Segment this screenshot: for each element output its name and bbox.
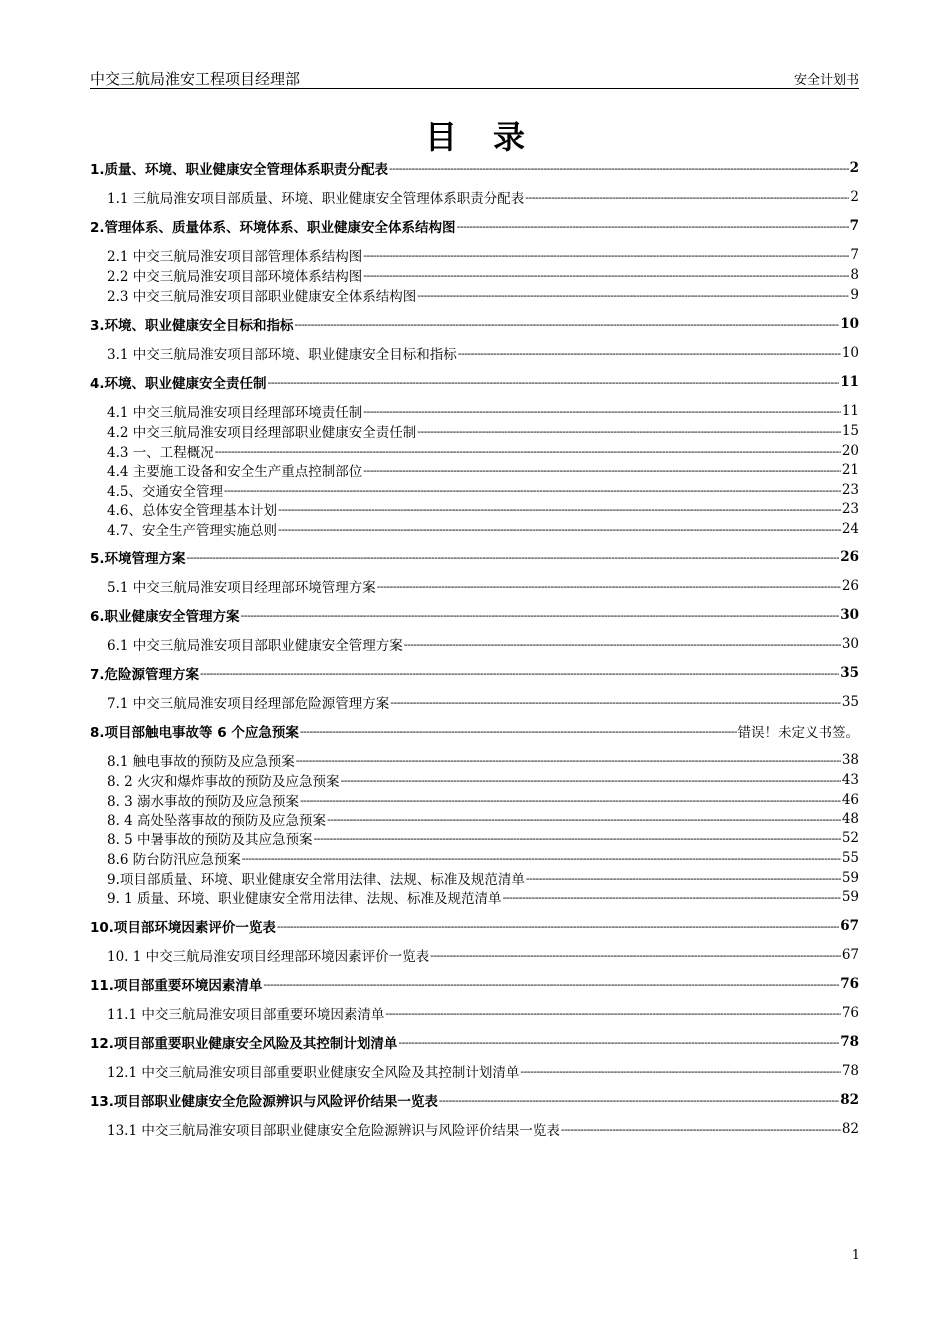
toc-entry-level1[interactable] — [90, 314, 859, 334]
toc-entry-page: 11 — [841, 403, 859, 419]
toc-entry-page: 15 — [841, 423, 859, 439]
toc-entry-page: 76 — [840, 976, 859, 992]
toc-leader-dashes — [458, 347, 841, 360]
toc-entry-title: 9.项目部质量、环境、职业健康安全常用法律、法规、标准及规范清单 — [107, 872, 525, 888]
toc-leader-dashes — [417, 289, 849, 302]
toc-leader-dashes — [278, 523, 841, 536]
toc-leader-dashes — [314, 832, 841, 845]
toc-entry-level1[interactable] — [90, 1090, 859, 1110]
toc-leader-dashes — [377, 580, 841, 593]
toc-entry-level2[interactable] — [90, 421, 859, 441]
toc-entry-level1[interactable] — [90, 663, 859, 683]
toc-entry-level2[interactable] — [90, 1061, 859, 1081]
toc-entry-title: 9. 1 质量、环境、职业健康安全常用法律、法规、标准及规范清单 — [107, 891, 502, 907]
toc-entry-title: 8. 3 溺水事故的预防及应急预案 — [107, 794, 300, 810]
toc-entry-page: 9 — [850, 287, 859, 303]
toc-leader-dashes — [327, 813, 841, 826]
toc-entry-title: 5.1 中交三航局淮安项目经理部环境管理方案 — [107, 580, 376, 596]
toc-entry-page: 59 — [841, 870, 859, 886]
toc-entry-level2[interactable] — [90, 750, 859, 770]
toc-entry-title: 6.职业健康安全管理方案 — [90, 609, 240, 625]
toc-entry-title: 3.环境、职业健康安全目标和指标 — [90, 318, 294, 334]
toc-entry-title: 12.项目部重要职业健康安全风险及其控制计划清单 — [90, 1036, 398, 1052]
toc-entry-title: 4.3 一、工程概况 — [107, 445, 214, 461]
toc-entry-page: 7 — [850, 247, 859, 263]
toc-entry-level2[interactable] — [90, 343, 859, 363]
toc-entry-title: 8.6 防台防汛应急预案 — [107, 852, 241, 868]
toc-entry-page: 48 — [841, 811, 859, 827]
toc-entry-page: 10 — [841, 345, 859, 361]
toc-leader-dashes — [363, 249, 849, 262]
toc-entry-level2[interactable] — [90, 945, 859, 965]
toc-entry-page: 26 — [841, 578, 859, 594]
toc-leader-dashes — [430, 949, 841, 962]
toc-entry-level2[interactable] — [90, 1119, 859, 1139]
toc-entry-title: 2.1 中交三航局淮安项目部管理体系结构图 — [107, 249, 363, 265]
toc-entry-title: 13.1 中交三航局淮安项目部职业健康安全危险源辨识与风险评价结果一览表 — [107, 1123, 560, 1139]
toc-leader-dashes — [300, 725, 737, 738]
toc-entry-page: 78 — [840, 1034, 859, 1050]
toc-entry-level2[interactable] — [90, 480, 859, 500]
page-header — [90, 68, 859, 89]
toc-entry-page: 52 — [841, 830, 859, 846]
toc-title: 目录 — [424, 118, 561, 156]
toc-entry-page: 8 — [850, 267, 859, 283]
toc-entry-title: 3.1 中交三航局淮安项目部环境、职业健康安全目标和指标 — [107, 347, 457, 363]
toc-leader-dashes — [525, 191, 849, 204]
toc-entry-title: 8. 5 中暑事故的预防及其应急预案 — [107, 832, 313, 848]
toc-entry-level2[interactable] — [90, 809, 859, 829]
toc-entry-title: 8.1 触电事故的预防及应急预案 — [107, 754, 295, 770]
toc-entry-page: 30 — [841, 636, 859, 652]
toc-entry-level1[interactable] — [90, 216, 859, 236]
toc-leader-dashes — [390, 696, 841, 709]
toc-entry-level1[interactable] — [90, 1032, 859, 1052]
toc-leader-dashes — [224, 484, 841, 497]
toc-leader-dashes — [385, 1007, 840, 1020]
toc-leader-dashes — [296, 754, 841, 767]
toc-leader-dashes — [215, 445, 841, 458]
toc-entry-level2[interactable] — [90, 770, 859, 790]
toc-entry-page: 20 — [841, 443, 859, 459]
toc-entry-title: 8. 4 高处坠落事故的预防及应急预案 — [107, 813, 327, 829]
toc-entry-page: 55 — [841, 850, 859, 866]
toc-entry-page: 46 — [841, 792, 859, 808]
toc-entry-title: 1.1 三航局淮安项目部质量、环境、职业健康安全管理体系职责分配表 — [107, 191, 525, 207]
toc-entry-page: 35 — [841, 694, 859, 710]
toc-entry-title: 8.项目部触电事故等 6 个应急预案 — [90, 725, 299, 741]
toc-entry-level2[interactable] — [90, 848, 859, 868]
toc-leader-dashes — [457, 220, 849, 233]
toc-entry-title: 4.6、总体安全管理基本计划 — [107, 503, 277, 519]
toc-leader-dashes — [341, 774, 841, 787]
toc-entry-page: 59 — [841, 889, 859, 905]
toc-entry-title: 2.管理体系、质量体系、环境体系、职业健康安全体系结构图 — [90, 220, 456, 236]
toc-entry-level2[interactable] — [90, 868, 859, 888]
toc-entry-level2[interactable] — [90, 1003, 859, 1023]
toc-entry-level1[interactable] — [90, 974, 859, 994]
toc-entry-title: 7.1 中交三航局淮安项目经理部危险源管理方案 — [107, 696, 390, 712]
toc-leader-dashes — [242, 852, 841, 865]
toc-entry-title: 4.7、安全生产管理实施总则 — [107, 523, 277, 539]
toc-entry-level1[interactable] — [90, 916, 859, 936]
toc-entry-title: 4.1 中交三航局淮安项目经理部环境责任制 — [107, 405, 363, 421]
toc-entry-page: 21 — [841, 462, 859, 478]
toc-leader-dashes — [268, 376, 840, 389]
toc-entry-title: 4.5、交通安全管理 — [107, 484, 223, 500]
toc-entry-page: 错误！未定义书签。 — [737, 725, 859, 741]
toc-leader-dashes — [503, 891, 841, 904]
toc-entry-page: 76 — [841, 1005, 859, 1021]
toc-entry-page: 78 — [841, 1063, 859, 1079]
toc-entry-level2[interactable] — [90, 887, 859, 907]
toc-leader-dashes — [295, 318, 840, 331]
toc-leader-dashes — [187, 551, 840, 564]
toc-entry-title: 8. 2 火灾和爆炸事故的预防及应急预案 — [107, 774, 340, 790]
toc-entry-page: 23 — [841, 501, 859, 517]
toc-leader-dashes — [363, 405, 841, 418]
toc-leader-dashes — [278, 503, 841, 516]
toc-leader-dashes — [241, 609, 840, 622]
toc-entry-page: 82 — [840, 1092, 859, 1108]
toc-entry-title: 5.环境管理方案 — [90, 551, 186, 567]
toc-leader-dashes — [526, 872, 841, 885]
toc-entry-level2[interactable] — [90, 401, 859, 421]
toc-entry-title: 13.项目部职业健康安全危险源辨识与风险评价结果一览表 — [90, 1094, 438, 1110]
toc-entry-page: 2 — [850, 189, 859, 205]
toc-entry-level2[interactable] — [90, 460, 859, 480]
toc-entry-page: 30 — [840, 607, 859, 623]
toc-leader-dashes — [389, 162, 849, 175]
toc-entry-page: 43 — [841, 772, 859, 788]
toc-entry-title: 4.2 中交三航局淮安项目经理部职业健康安全责任制 — [107, 425, 417, 441]
toc-entry-title: 11.1 中交三航局淮安项目部重要环境因素清单 — [107, 1007, 385, 1023]
toc-entry-title: 7.危险源管理方案 — [90, 667, 200, 683]
toc-entry-level2[interactable] — [90, 285, 859, 305]
toc-entry-level2[interactable] — [90, 634, 859, 654]
toc-leader-dashes — [200, 667, 839, 680]
toc-entry-level2[interactable] — [90, 576, 859, 596]
toc-entry-level1[interactable] — [90, 605, 859, 625]
toc-entry-page: 82 — [841, 1121, 859, 1137]
toc-entry-level2[interactable] — [90, 790, 859, 810]
toc-entry-page: 7 — [849, 218, 859, 234]
toc-entry-page: 26 — [840, 549, 859, 565]
toc-entry-level1[interactable] — [90, 158, 859, 178]
toc-leader-dashes — [300, 794, 841, 807]
page-number: 1 — [851, 1248, 860, 1263]
toc-leader-dashes — [363, 269, 849, 282]
toc-entry-level2[interactable] — [90, 519, 859, 539]
toc-entry-level2[interactable] — [90, 828, 859, 848]
toc-entry-page: 67 — [841, 947, 859, 963]
toc-leader-dashes — [439, 1094, 839, 1107]
toc-leader-dashes — [263, 978, 839, 991]
toc-entry-title: 4.4 主要施工设备和安全生产重点控制部位 — [107, 464, 363, 480]
toc-entry-page: 35 — [840, 665, 859, 681]
toc-entry-level1[interactable] — [90, 372, 859, 392]
toc-leader-dashes — [561, 1123, 841, 1136]
toc-entry-page: 10 — [840, 316, 859, 332]
toc-entry-page: 67 — [840, 918, 859, 934]
toc-leader-dashes — [520, 1065, 840, 1078]
toc-entry-page: 23 — [841, 482, 859, 498]
toc-leader-dashes — [363, 464, 841, 477]
toc-entry-title: 10.项目部环境因素评价一览表 — [90, 920, 276, 936]
toc-entry-title: 4.环境、职业健康安全责任制 — [90, 376, 267, 392]
toc-entry-level2[interactable] — [90, 499, 859, 519]
toc-leader-dashes — [417, 425, 841, 438]
toc-entry-level2[interactable] — [90, 692, 859, 712]
toc-entry-level1[interactable] — [90, 721, 859, 741]
header-org-name: 中交三航局淮安工程项目经理部 — [90, 70, 301, 88]
toc-leader-dashes — [404, 638, 841, 651]
toc-entry-title: 2.2 中交三航局淮安项目部环境体系结构图 — [107, 269, 363, 285]
toc-leader-dashes — [277, 920, 839, 933]
toc-entry-title: 2.3 中交三航局淮安项目部职业健康安全体系结构图 — [107, 289, 417, 305]
toc-entry-title: 11.项目部重要环境因素清单 — [90, 978, 263, 994]
toc-entry-level2[interactable] — [90, 187, 859, 207]
toc-entry-page: 24 — [841, 521, 859, 537]
toc-entry-level1[interactable] — [90, 547, 859, 567]
toc-entry-title: 12.1 中交三航局淮安项目部重要职业健康安全风险及其控制计划清单 — [107, 1065, 520, 1081]
toc-entry-level2[interactable] — [90, 265, 859, 285]
toc-entry-page: 2 — [849, 160, 859, 176]
toc-leader-dashes — [398, 1036, 839, 1049]
toc-entry-title: 6.1 中交三航局淮安项目部职业健康安全管理方案 — [107, 638, 403, 654]
toc-entry-title: 1.质量、环境、职业健康安全管理体系职责分配表 — [90, 162, 389, 178]
toc-entry-page: 11 — [840, 374, 859, 390]
header-doc-name: 安全计划书 — [793, 73, 859, 88]
toc-entry-page: 38 — [841, 752, 859, 768]
toc-entry-level2[interactable] — [90, 441, 859, 461]
toc-entry-title: 10. 1 中交三航局淮安项目经理部环境因素评价一览表 — [107, 949, 430, 965]
toc-entry-level2[interactable] — [90, 245, 859, 265]
